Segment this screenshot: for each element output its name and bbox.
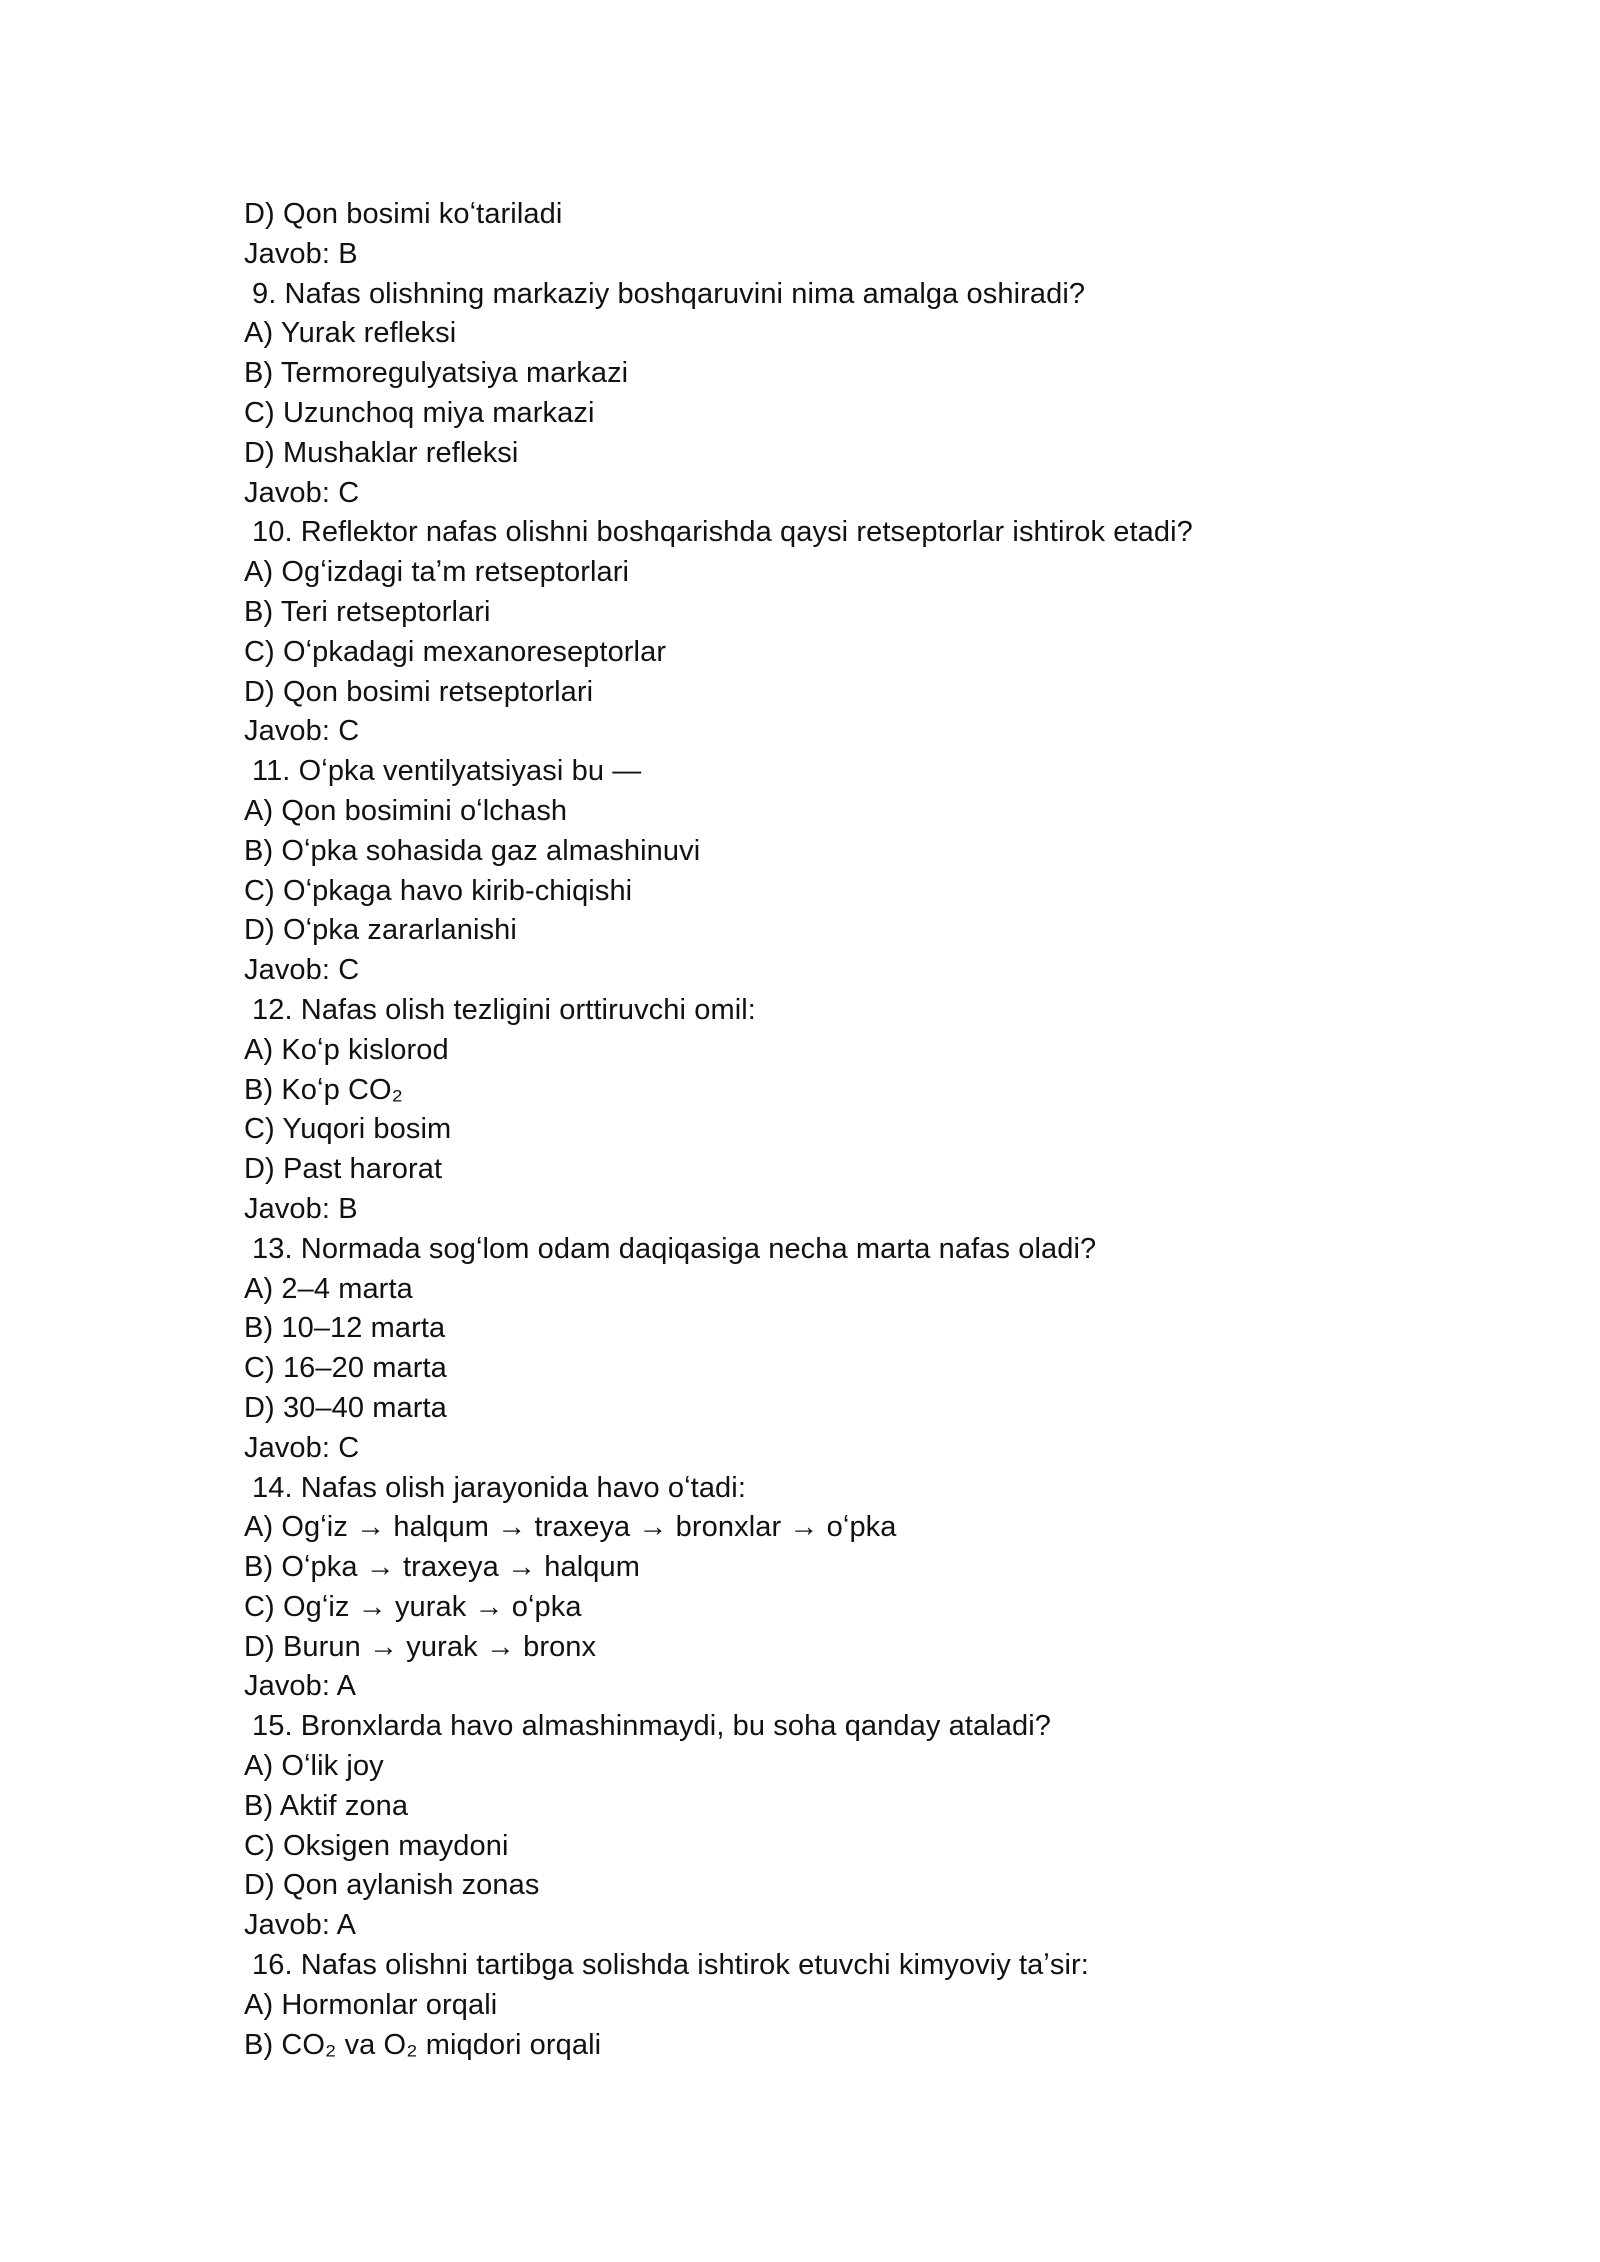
option-line: B) Oʻpka → traxeya → halqum bbox=[244, 1551, 640, 1584]
option-line: B) CO₂ va O₂ miqdori orqali bbox=[244, 2028, 602, 2061]
option-line: B) Termoregulyatsiya markazi bbox=[244, 357, 629, 390]
option-line: A) Ogʻiz → halqum → traxeya → bronxlar → oʻpka bbox=[244, 1511, 897, 1544]
option-line: A) Ogʻizdagi taʼm retseptorlari bbox=[244, 556, 630, 589]
answer-line: Javob: C bbox=[244, 1431, 360, 1464]
option-line: C) 16–20 marta bbox=[244, 1352, 447, 1385]
option-line: B) 10–12 marta bbox=[244, 1312, 446, 1345]
option-line: C) Ogʻiz → yurak → oʻpka bbox=[244, 1590, 582, 1623]
option-line: A) Yurak refleksi bbox=[244, 317, 457, 350]
option-line: D) Qon bosimi retseptorlari bbox=[244, 675, 594, 708]
option-line: B) Teri retseptorlari bbox=[244, 595, 491, 628]
option-line: D) Past harorat bbox=[244, 1153, 443, 1186]
question-text: 10. Reflektor nafas olishni boshqarishda qaysi retseptorlar ishtirok etadi? bbox=[252, 516, 1193, 549]
option-line: C) Oʻpkaga havo kirib-chiqishi bbox=[244, 874, 633, 907]
question-text: 9. Nafas olishning markaziy boshqaruvini nima amalga oshiradi? bbox=[252, 277, 1086, 310]
option-line: C) Uzunchoq miya markazi bbox=[244, 396, 595, 429]
option-line: D) 30–40 marta bbox=[244, 1391, 447, 1424]
answer-line: Javob: A bbox=[244, 1909, 357, 1942]
answer-line: Javob: C bbox=[244, 715, 360, 748]
option-line: C) Oksigen maydoni bbox=[244, 1829, 509, 1862]
answer-line: Javob: C bbox=[244, 476, 360, 509]
option-line: D) Qon aylanish zonas bbox=[244, 1869, 540, 1902]
option-line: D) Oʻpka zararlanishi bbox=[244, 914, 517, 947]
question-text: 14. Nafas olish jarayonida havo oʻtadi: bbox=[252, 1471, 746, 1504]
option-line: B) Koʻp CO₂ bbox=[244, 1073, 404, 1106]
answer-line: Javob: A bbox=[244, 1670, 357, 1703]
option-line: D) Mushaklar refleksi bbox=[244, 436, 519, 469]
question-text: 11. Oʻpka ventilyatsiyasi bu — bbox=[252, 755, 642, 788]
question-text: 15. Bronxlarda havo almashinmaydi, bu soha qanday ataladi? bbox=[252, 1710, 1051, 1743]
option-line: A) 2–4 marta bbox=[244, 1272, 413, 1305]
option-line: D) Burun → yurak → bronx bbox=[244, 1630, 597, 1663]
option-line: A) Qon bosimini oʻlchash bbox=[244, 794, 568, 827]
option-line: B) Oʻpka sohasida gaz almashinuvi bbox=[244, 834, 701, 867]
option-line: A) Hormonlar orqali bbox=[244, 1988, 498, 2021]
answer-line: Javob: C bbox=[244, 954, 360, 987]
option-line: C) Oʻpkadagi mexanoreseptorlar bbox=[244, 635, 667, 668]
question-text: 12. Nafas olish tezligini orttiruvchi omil: bbox=[252, 993, 756, 1026]
option-line: C) Yuqori bosim bbox=[244, 1113, 452, 1146]
option-line: A) Koʻp kislorod bbox=[244, 1033, 449, 1066]
option-line: D) Qon bosimi koʻtariladi bbox=[244, 198, 563, 230]
document-page bbox=[244, 195, 1444, 2065]
option-line: B) Aktif zona bbox=[244, 1789, 409, 1822]
answer-line: Javob: B bbox=[244, 1192, 358, 1225]
option-line: A) Oʻlik joy bbox=[244, 1750, 384, 1783]
question-text: 13. Normada sogʻlom odam daqiqasiga necha marta nafas oladi? bbox=[252, 1232, 1097, 1265]
question-text: 16. Nafas olishni tartibga solishda ishtirok etuvchi kimyoviy taʼsir: bbox=[252, 1949, 1089, 1982]
answer-line: Javob: B bbox=[244, 237, 358, 270]
